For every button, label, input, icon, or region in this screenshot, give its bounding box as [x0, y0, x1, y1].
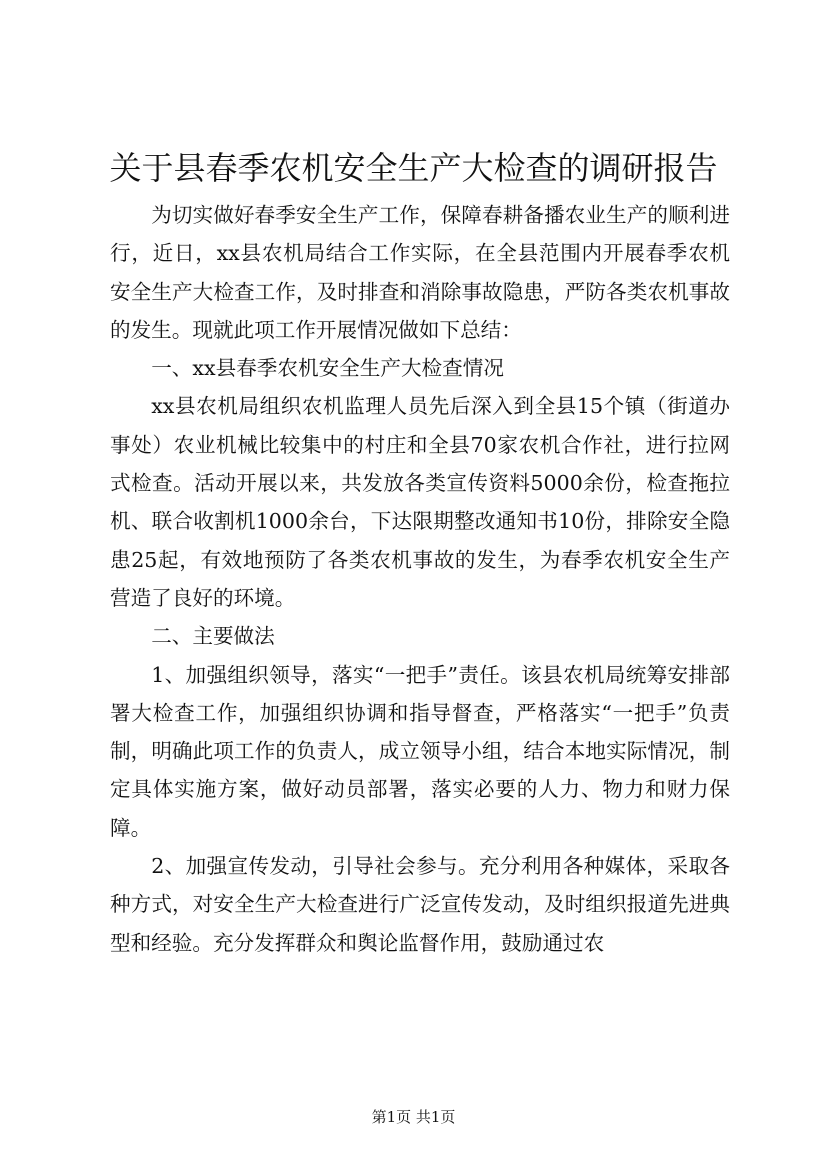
measure-paragraph-2: 2、加强宣传发动，引导社会参与。充分利用各种媒体，采取各种方式，对安全生产大检查进行广泛宣传发动，及时组织报道先进典型和经验。充分发挥群众和舆论监督作用，鼓励通过农 — [110, 854, 730, 955]
inspection-paragraph: xx县农机局组织农机监理人员先后深入到全县15个镇（街道办事处）农业机械比较集中的村庄和全县70家农机合作社，进行拉网式检查。活动开展以来，共发放各类宣传资料5000余份，检查拖拉机、联合收割机1000余台，下达限期整改通知书10份，排除安全隐患25起，有效地预防了各类农机事故的发生，为春季农机安全生产营造了良好的环境。 — [110, 394, 730, 610]
section-heading-1: 一、xx县春季农机安全生产大检查情况 — [151, 356, 504, 381]
document-title: 关于县春季农机安全生产大检查的调研报告 — [109, 149, 718, 187]
page-footer: 第1页 共1页 — [371, 1108, 456, 1126]
document-body — [110, 196, 730, 962]
measure-paragraph-1: 1、加强组织领导，落实“一把手”责任。该县农机局统筹安排部署大检查工作，加强组织协调和指导督查，严格落实“一把手”负责制，明确此项工作的负责人，成立领导小组，结合本地实际情况，制定具体实施方案，做好动员部署，落实必要的人力、物力和财力保障。 — [110, 662, 730, 840]
intro-paragraph: 为切实做好春季安全生产工作，保障春耕备播农业生产的顺利进行，近日，xx县农机局结合工作实际，在全县范围内开展春季农机安全生产大检查工作，及时排查和消除事故隐患，严防各类农机事故的发生。现就此项工作开展情况做如下总结： — [110, 203, 730, 342]
section-heading-2: 二、主要做法 — [151, 624, 275, 649]
